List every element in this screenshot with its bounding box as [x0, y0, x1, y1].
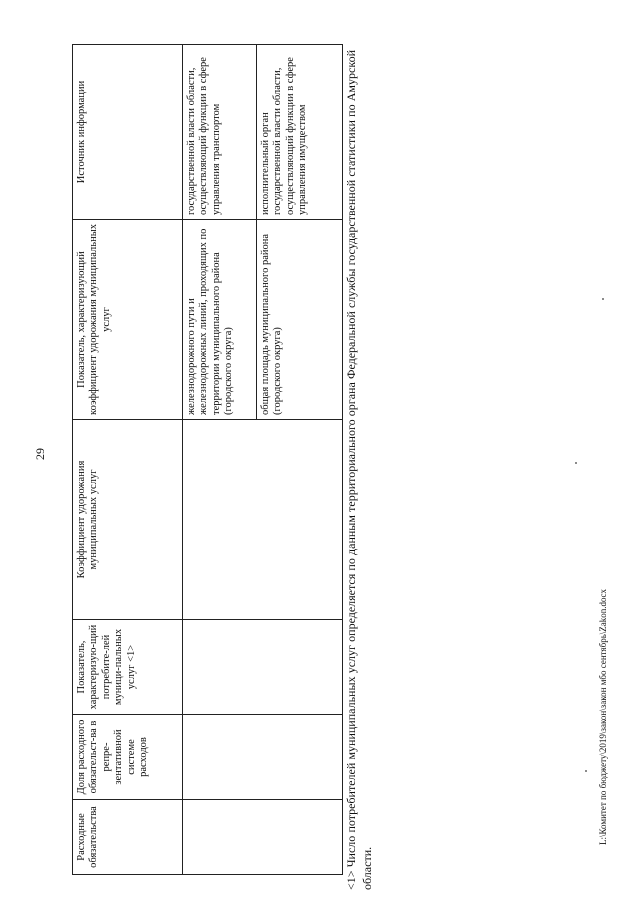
header-expenditure-obligations: Расходные обязательства [73, 800, 183, 875]
scan-speck [602, 298, 604, 300]
header-share-of-obligation: Доля расходного обязательст-ва в репре-зентативной системе расходов [73, 715, 183, 800]
rotated-table-container [72, 45, 342, 875]
cell-consumer-empty [183, 620, 343, 715]
cell-obligation-empty [183, 800, 343, 875]
cell-indicator-railway: железнодорожного пути и железнодорожных линий, проходящих по территории муниципального района (городского округа) [183, 220, 257, 420]
footnote: <1> Число потребителей муниципальных услуг определяется по данным территориального органа Федеральной службы государственной статистики по Амурской области. [344, 50, 375, 890]
footer-file-path: L:\Комитет по бюджету\2019\закон\закон мбо сентябрь\Zakon.docx [598, 588, 608, 845]
cell-share-empty [183, 715, 343, 800]
header-consumer-indicator: Показатель, характеризую-щий потребите-лей муници-пальных услуг <1> [73, 620, 183, 715]
cell-source-property: исполнительный орган государственной власти области, осуществляющий функции в сфере управления имуществом [257, 45, 343, 220]
header-cost-coefficient: Коэффициент удорожания муниципальных услуг [73, 420, 183, 620]
header-information-source: Источник информации [73, 45, 183, 220]
table-row [183, 45, 257, 875]
cell-indicator-area: общая площадь муниципального района (городского округа) [257, 220, 343, 420]
page-number: 29 [33, 448, 47, 460]
scan-speck [585, 770, 587, 772]
scan-speck [575, 462, 577, 464]
table-header-row [73, 45, 183, 875]
header-coefficient-indicator: Показатель, характеризующий коэффициент удорожания муниципальных услуг [73, 220, 183, 420]
expenditure-table [72, 44, 343, 875]
cell-source-transport: государственной власти области, осуществляющий функции в сфере управления транспортом [183, 45, 257, 220]
cell-coefficient-empty [183, 420, 343, 620]
